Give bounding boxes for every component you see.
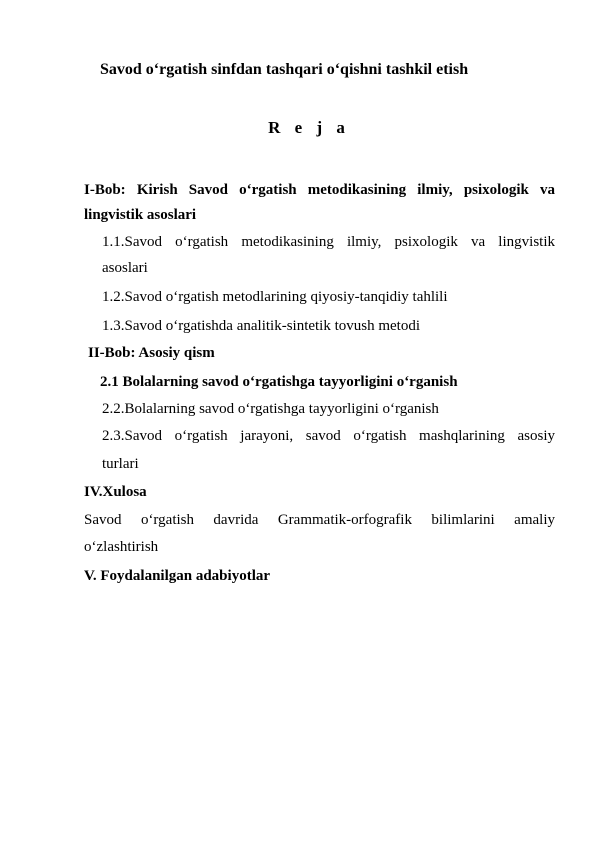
chapter-2-heading: II-Bob: Asosiy qism	[88, 345, 215, 361]
conclusion-text-line-2: o‘zlashtirish	[84, 539, 159, 555]
chapter-1-heading-line-1: I-Bob: Kirish Savod o‘rgatish metodikasining ilmiy, psixologik va	[84, 182, 555, 198]
document-title: Savod o‘rgatish sinfdan tashqari o‘qishni tashkil etish	[100, 61, 469, 78]
plan-item-1-3: 1.3.Savod o‘rgatishda analitik-sintetik tovush metodi	[102, 318, 421, 334]
plan-item-2-3-line-1: 2.3.Savod o‘rgatish jarayoni, savod o‘rgatish mashqlarining asosiy	[102, 428, 555, 444]
plan-item-2-2: 2.2.Bolalarning savod o‘rgatishga tayyorligini o‘rganish	[102, 401, 439, 417]
plan-item-2-1: 2.1 Bolalarning savod o‘rgatishga tayyorligini o‘rganish	[100, 374, 458, 390]
plan-item-1-1-line-2: asoslari	[102, 260, 148, 276]
plan-item-2-3-line-2: turlari	[102, 456, 139, 472]
plan-item-1-2: 1.2.Savod o‘rgatish metodlarining qiyosiy-tanqidiy tahlili	[102, 289, 448, 305]
references-heading: V. Foydalanilgan adabiyotlar	[84, 568, 271, 584]
chapter-1-heading-line-2: lingvistik asoslari	[84, 207, 197, 223]
conclusion-text-line-1: Savod o‘rgatish davrida Grammatik-orfografik bilimlarini amaliy	[84, 512, 555, 528]
plan-heading: R e j a	[268, 118, 350, 137]
conclusion-heading: IV.Xulosa	[84, 484, 147, 500]
plan-item-1-1-line-1: 1.1.Savod o‘rgatish metodikasining ilmiy, psixologik va lingvistik	[102, 234, 555, 250]
